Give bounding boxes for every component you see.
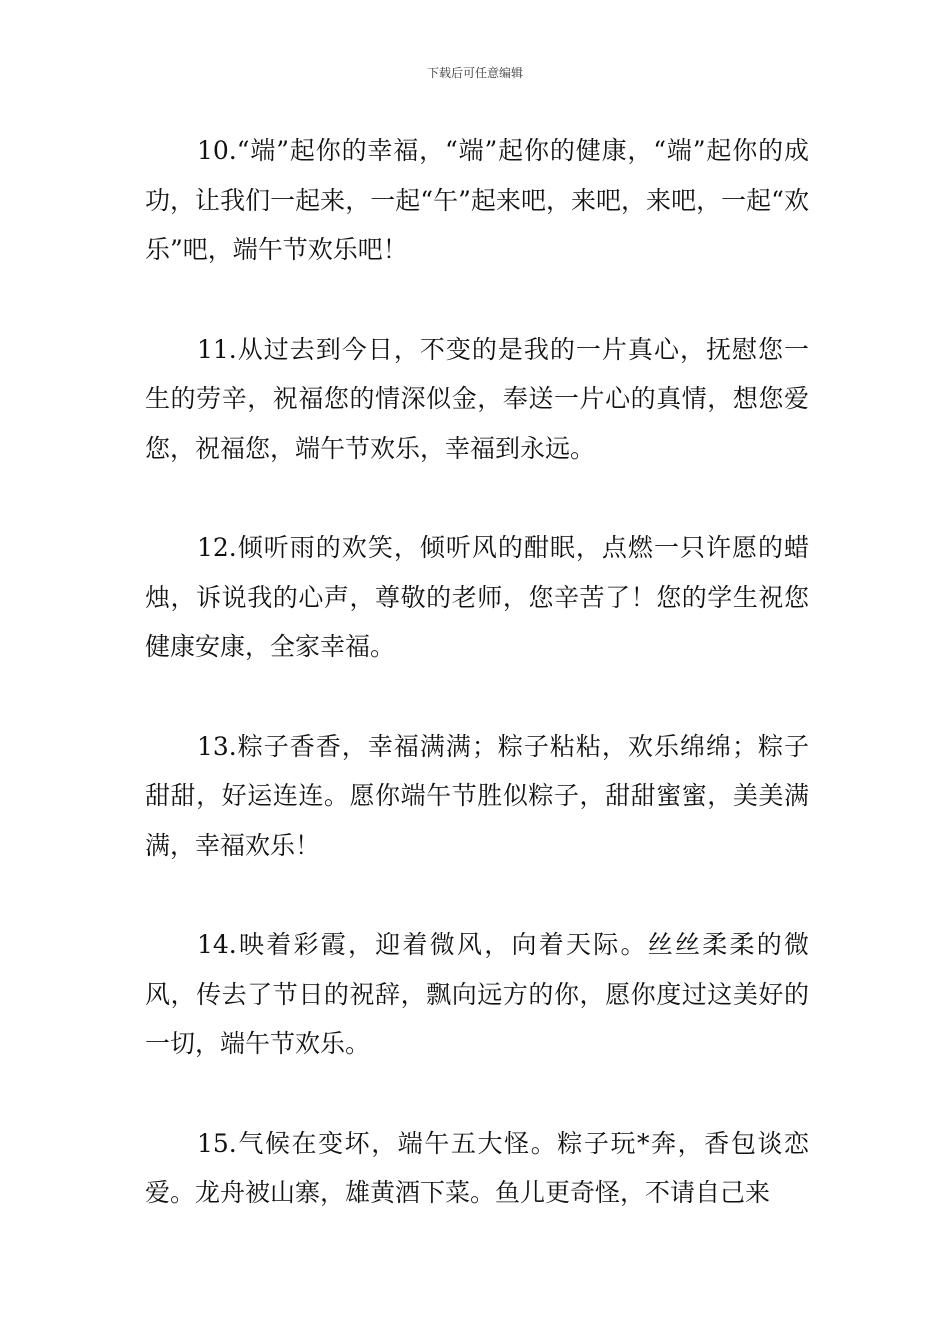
paragraph-13: 13.粽子香香，幸福满满；粽子粘粘，欢乐绵绵；粽子甜甜，好运连连。愿你端午节胜似粽子，甜甜蜜蜜，美美满满，幸福欢乐！ (145, 731, 809, 860)
page-header: 下载后可任意编辑 (426, 66, 523, 80)
paragraph-12: 12.倾听雨的欢笑，倾听风的酣眠，点燃一只许愿的蜡烛，诉说我的心声，尊敬的老师，您辛苦了！您的学生祝您健康安康，全家幸福。 (145, 533, 809, 661)
paragraph-11: 11.从过去到今日，不变的是我的一片真心，抚慰您一生的劳辛，祝福您的情深似金，奉送一片心的真情，想您爱您，祝福您，端午节欢乐，幸福到永远。 (145, 334, 809, 463)
paragraph-14: 14.映着彩霞，迎着微风，向着天际。丝丝柔柔的微风，传去了节日的祝辞，飘向远方的你，愿你度过这美好的一切，端午节欢乐。 (145, 930, 809, 1058)
paragraph-10: 10.“端”起你的幸福，“端”起你的健康，“端”起你的成功，让我们一起来，一起“午”起来吧，来吧，来吧，一起“欢乐”吧，端午节欢乐吧！ (145, 136, 809, 264)
document-body (145, 126, 809, 1268)
paragraph-15: 15.气候在变坏，端午五大怪。粽子玩*奔，香包谈恋爱。龙舟被山寨，雄黄酒下菜。鱼儿更奇怪，不请自己来 (145, 1128, 809, 1207)
